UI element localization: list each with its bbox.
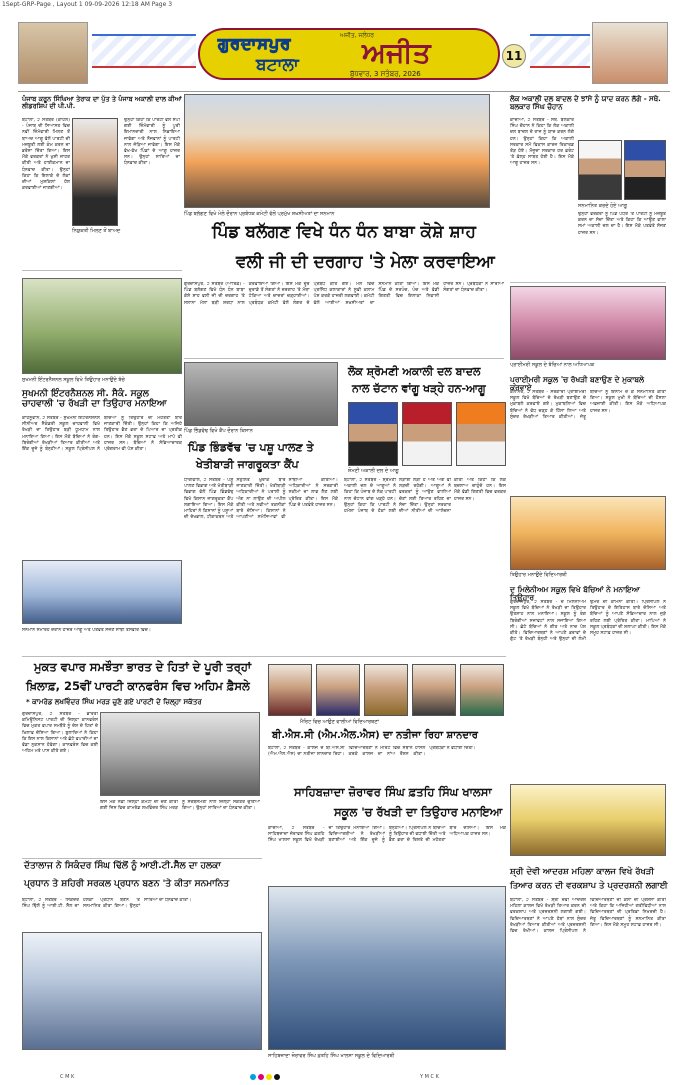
chauhan-portrait-1 (578, 140, 622, 200)
left-story2-headline: ਸੁਖਮਨੀ ਇੰਟਰਨੈਸ਼ਨਲ ਸੀ. ਸੈਕੰ. ਸਕੂਲ ਚਾਹਵਾਲੀ 'ਚ ਰੱਖੜੀ ਦਾ ਤਿਉਹਾਰ ਮਨਾਇਆ (22, 389, 167, 409)
story1-caption: ਨਿਯੁਕਤੀ ਮਿਲਣ ਤੋਂ ਬਾਅਦ (72, 228, 121, 234)
camp-headline-line2: ਖੇਤੀਬਾੜੀ ਜਾਗਰੂਕਤਾ ਕੈਂਪ (196, 458, 299, 471)
masthead-tagline: ਅਜੀਤ, ਜਲੰਧਰ (340, 32, 375, 39)
bottom-left-headline-line1: ਦੱਤਾਲਾਜ ਨੇ ਸਿਕੰਦਰ ਸਿੰਘ ਢਿੱਲੋਂ ਨੂੰ ਆਈ.ਟੀ.ਸੈੱਲ ਦਾ ਹਲਕਾ (24, 861, 221, 871)
bottom-right-headline-line1: ਸ਼੍ਰੀ ਦੇਵੀ ਆਦਰਸ਼ ਮਹਿਲਾ ਕਾਲਜ ਵਿਖੇ ਰੱਖੜੀ (510, 867, 655, 877)
school-headline-line2: ਸਕੂਲ 'ਚ ਰੱਖੜੀ ਦਾ ਤਿਉਹਾਰ ਮਨਾਇਆ (334, 805, 503, 819)
bottom-left-body: ਬਟਾਲਾ, ੨ ਸਤੰਬਰ - ਸਿਕੰਦਰ ਸਿੰਘ ਢਿੱਲੋਂ ਨੂੰ ਆਈ.ਟੀ. ਸੈੱਲ ਦਾ ਹਲਕਾ ਪ੍ਰਧਾਨ ਬਣਨ 'ਤੇ ਸਨਮਾਨਿਤ ਕੀਤਾ ਗਿਆ। ਉਨ੍ਹਾਂ ਸਾਰਿਆਂ ਦਾ ਧੰਨਵਾਦ ਕੀਤਾ। (22, 898, 192, 910)
city-name-top: ਗੁਰਦਾਸਪੁਰ (218, 34, 292, 53)
millennium-school-photo (510, 496, 666, 570)
issue-date: ਬੁੱਧਵਾਰ, 3 ਸਤੰਬਰ, 2026 (350, 70, 421, 78)
city-name-bottom: ਬਟਾਲਾ (256, 55, 299, 75)
divider (22, 858, 262, 859)
felicitation-ceremony-photo (22, 932, 262, 1050)
divider (22, 270, 182, 271)
mid-photo-caption: ਪਿੰਡ ਭਿੰਡਵੱਢ ਵਿਖੇ ਕੈਂਪ ਦੌਰਾਨ ਕਿਸਾਨ (184, 428, 253, 434)
conference-photo (100, 712, 260, 796)
results-headline: ਬੀ.ਐਸ.ਸੀ (ਐਮ.ਐਲ.ਐਸ) ਦਾ ਨਤੀਜਾ ਰਿਹਾ ਸ਼ਾਨਦਾਰ (272, 730, 479, 741)
left-story2-body: ਕਾਹਨੂੰਵਾਨ, ੨ ਸਤੰਬਰ - ਸੁਖਮਨੀ ਇੰਟਰਨੈਸ਼ਨਲ ਸੀਨੀਅਰ ਸੈਕੰਡਰੀ ਸਕੂਲ ਚਾਹਵਾਲੀ ਵਿਖੇ ਰੱਖੜੀ ਦਾ ਤਿਉਹਾਰ ਬੜੀ ਧੂਮਧਾਮ ਨਾਲ ਮਨਾਇਆ ਗਿਆ। ਇਸ ਮੌਕੇ ਬੱਚਿਆਂ ਨੇ ਰੰਗ-ਬਿਰੰਗੀਆਂ ਰੱਖੜੀਆਂ ਤਿਆਰ ਕੀਤੀਆਂ ਅਤੇ ਇੱਕ ਦੂਜੇ ਨੂੰ ਬੰਨ੍ਹੀਆਂ। ਸਕੂਲ ਪ੍ਰਿੰਸੀਪਲ ਨੇ ਬੱਚਿਆਂ ਨੂੰ ਤਿਉਹਾਰ ਦੀ ਮਹੱਤਤਾ ਬਾਰੇ ਜਾਣਕਾਰੀ ਦਿੱਤੀ। ਉਨ੍ਹਾਂ ਕਿਹਾ ਕਿ ਅਜਿਹੇ ਤਿਉਹਾਰ ਭੈਣ ਭਰਾ ਦੇ ਪਿਆਰ ਦਾ ਪ੍ਰਤੀਕ ਹਨ। ਇਸ ਮੌਕੇ ਸਕੂਲ ਸਟਾਫ਼ ਅਤੇ ਮਾਪੇ ਵੀ ਹਾਜ਼ਰ ਸਨ। ਬੱਚਿਆਂ ਨੇ ਸੱਭਿਆਚਾਰਕ ਪ੍ਰੋਗਰਾਮ ਵੀ ਪੇਸ਼ ਕੀਤਾ। (22, 416, 182, 453)
student-photo-3 (364, 664, 408, 716)
school-headline-line1: ਸਾਹਿਬਜ਼ਾਦਾ ਜ਼ੋਰਾਵਰ ਸਿੰਘ ਫ਼ਤਹਿ ਸਿੰਘ ਖਾਲਸਾ (294, 785, 492, 799)
right-mid2-caption: ਤਿਉਹਾਰ ਮਨਾਉਂਦੇ ਵਿਦਿਆਰਥੀ (510, 572, 567, 578)
cyan-swatch (250, 1074, 256, 1080)
student-photo-1 (268, 664, 312, 716)
camp-photo (184, 362, 338, 426)
rakhi-competition-photo (510, 286, 666, 360)
story1-body-col1: ਬਟਾਲਾ, ੨ ਸਤੰਬਰ (ਕਾਹਲੋਂ) - ਪੰਜਾਬ ਦੀ ਸਿਆਸਤ ਵਿਚ ਨਵੀਂ ਜ਼ਿੰਮੇਵਾਰੀ ਮਿਲਣ ਤੋਂ ਬਾਅਦ ਆਗੂ ਵੱਲੋਂ ਪਾਰਟੀ ਦੀ ਮਜ਼ਬੂਤੀ ਲਈ ਕੰਮ ਕਰਨ ਦਾ ਭਰੋਸਾ ਦਿੱਤਾ ਗਿਆ। ਇਸ ਮੌਕੇ ਵਰਕਰਾਂ ਨੇ ਖੁਸ਼ੀ ਜ਼ਾਹਰ ਕੀਤੀ ਅਤੇ ਹਾਈਕਮਾਨ ਦਾ ਧੰਨਵਾਦ ਕੀਤਾ। ਉਨ੍ਹਾਂ ਕਿਹਾ ਕਿ ਇਲਾਕੇ ਦੇ ਲੋਕਾਂ ਦੀਆਂ ਮੁਸ਼ਕਿਲਾਂ ਹੱਲ ਕਰਵਾਈਆਂ ਜਾਣਗੀਆਂ। (22, 118, 70, 192)
camp-story-body: ਧਾਰੀਵਾਲ, ੨ ਸਤੰਬਰ - ਪਸ਼ੂ ਪਾਲਣ ਵਿਭਾਗ ਅਤੇ ਖੇਤੀਬਾੜੀ ਵਿਭਾਗ ਵੱਲੋਂ ਪਿੰਡ ਭਿੰਡਵੱਢ ਵਿਖੇ ਕਿਸਾਨ ਜਾਗਰੂਕਤਾ ਕੈਂਪ ਲਗਾਇਆ ਗਿਆ। ਇਸ ਮੌਕੇ ਮਾਹਿਰਾਂ ਨੇ ਕਿਸਾਨਾਂ ਨੂੰ ਪਸ਼ੂਆਂ ਦੀ ਦੇਖਭਾਲ, ਟੀਕਾਕਰਨ ਅਤੇ ਸੰਤੁਲਿਤ ਖ਼ੁਰਾਕ ਬਾਰੇ ਜਾਣਕਾਰੀ ਦਿੱਤੀ। ਖੇਤੀਬਾੜੀ ਅਧਿਕਾਰੀਆਂ ਨੇ ਪਰਾਲੀ ਨੂੰ ਅੱਗ ਨਾ ਲਾਉਣ ਦੀ ਅਪੀਲ ਕੀਤੀ ਅਤੇ ਨਵੀਆਂ ਤਕਨੀਕਾਂ ਬਾਰੇ ਦੱਸਿਆ। ਕਿਸਾਨਾਂ ਨੇ ਆਪਣੀਆਂ ਸਮੱਸਿਆਵਾਂ ਵੀ ਸਾਂਝੀਆਂ ਕੀਤੀਆਂ। ਅਧਿਕਾਰੀਆਂ ਨੇ ਸਰਕਾਰੀ ਸਕੀਮਾਂ ਦਾ ਲਾਭ ਲੈਣ ਲਈ ਪ੍ਰੇਰਿਤ ਕੀਤਾ। ਇਸ ਮੌਕੇ ਪਿੰਡ ਦੇ ਪਤਵੰਤੇ ਹਾਜ਼ਰ ਸਨ। (184, 478, 338, 521)
trade-subhead: * ਕਾਮਰੇਡ ਲਖਵਿੰਦਰ ਸਿੰਘ ਮਰੜ ਚੁਣੇ ਗਏ ਪਾਰਟੀ ਦੇ ਜ਼ਿਲ੍ਹਾ ਸਕੱਤਰ (26, 698, 202, 706)
student-photo-4 (412, 664, 456, 716)
leader-portrait-3 (456, 402, 506, 466)
temple-illustration (18, 22, 88, 84)
akali-headline-line2: ਨਾਲ ਚੱਟਾਨ ਵਾਂਗੂ ਖੜ੍ਹੇ ਹਨ-ਆਗੂ (352, 382, 486, 395)
page-number: 11 (502, 44, 526, 68)
left-story2-caption: ਸੁਖਮਨੀ ਇੰਟਰਨੈਸ਼ਨਲ ਸਕੂਲ ਵਿਖੇ ਤਿਉਹਾਰ ਮਨਾਉਂਦੇ ਬੱਚੇ (22, 377, 125, 383)
right-mid2-headline: ਦ ਮਿਲੇਨੀਅਮ ਸਕੂਲ ਵਿਖੇ ਬੱਚਿਆਂ ਨੇ ਮਨਾਇਆ ਤਿਉਹਾਰ (510, 585, 640, 603)
divider (510, 282, 666, 283)
bottom-right-body: ਬਟਾਲਾ, ੨ ਸਤੰਬਰ - ਸ਼੍ਰੀ ਦੇਵੀ ਆਦਰਸ਼ ਮਹਿਲਾ ਕਾਲਜ ਵਿਖੇ ਰੱਖੜੀ ਤਿਆਰ ਕਰਨ ਦੀ ਵਰਕਸ਼ਾਪ ਅਤੇ ਪ੍ਰਦਰਸ਼ਨੀ ਲਗਾਈ ਗਈ। ਵਿਦਿਆਰਥਣਾਂ ਨੇ ਆਪਣੇ ਹੱਥਾਂ ਨਾਲ ਸੁੰਦਰ ਰੱਖੜੀਆਂ ਤਿਆਰ ਕੀਤੀਆਂ ਅਤੇ ਪ੍ਰਦਰਸ਼ਨੀ ਵਿਚ ਰੱਖੀਆਂ। ਕਾਲਜ ਪ੍ਰਿੰਸੀਪਲ ਨੇ ਵਿਦਿਆਰਥਣਾਂ ਦੀ ਕਲਾ ਦੀ ਪ੍ਰਸ਼ੰਸਾ ਕੀਤੀ ਅਤੇ ਕਿਹਾ ਕਿ ਅਜਿਹੀਆਂ ਗਤੀਵਿਧੀਆਂ ਨਾਲ ਵਿਦਿਆਰਥਣਾਂ ਦੀ ਪ੍ਰਤਿਭਾ ਨਿਖਰਦੀ ਹੈ। ਜੇਤੂ ਵਿਦਿਆਰਥਣਾਂ ਨੂੰ ਸਨਮਾਨਿਤ ਕੀਤਾ ਗਿਆ। ਇਸ ਮੌਕੇ ਸਮੂਹ ਸਟਾਫ਼ ਹਾਜ਼ਰ ਸੀ। (510, 898, 666, 935)
footer-color-marks-left: C M K (60, 1074, 75, 1080)
page-slug: 1Sept-GRP-Page , Layout 1 09-09-2026 12:18 AM Page 3 (2, 1, 173, 8)
story1-body-col2: ਉਨ੍ਹਾਂ ਕਿਹਾ ਕਿ ਪਾਰਟੀ ਵੱਲੋਂ ਸੌਂਪੀ ਗਈ ਜ਼ਿੰਮੇਵਾਰੀ ਨੂੰ ਪੂਰੀ ਇਮਾਨਦਾਰੀ ਨਾਲ ਨਿਭਾਇਆ ਜਾਵੇਗਾ ਅਤੇ ਨੌਜਵਾਨਾਂ ਨੂੰ ਪਾਰਟੀ ਨਾਲ ਜੋੜਿਆ ਜਾਵੇਗਾ। ਇਸ ਮੌਕੇ ਵੱਖ-ਵੱਖ ਪਿੰਡਾਂ ਦੇ ਆਗੂ ਹਾਜ਼ਰ ਸਨ। ਉਨ੍ਹਾਂ ਸਾਰਿਆਂ ਦਾ ਧੰਨਵਾਦ ਕੀਤਾ। (124, 118, 180, 167)
felicitation-caption-text: ਸਨਮਾਨ ਸਮਾਰੋਹ ਦੌਰਾਨ ਹਾਜ਼ਰ ਆਗੂ ਅਤੇ ਪਤਵੰਤੇ ਸੱਜਣ ਸਾਂਝੀ ਤਸਵੀਰ ਵਿਚ। (22, 628, 151, 633)
story1-portrait-photo (72, 118, 118, 226)
masthead-stripe-left (92, 34, 196, 68)
school-caption: ਸਾਹਿਬਜ਼ਾਦਾ ਜ਼ੋਰਾਵਰ ਸਿੰਘ ਫ਼ਤਹਿ ਸਿੰਘ ਖਾਲਸਾ ਸਕੂਲ ਦੇ ਵਿਦਿਆਰਥੀ (268, 1053, 395, 1059)
akali-story-body: ਬਟਾਲਾ, ੨ ਸਤੰਬਰ - ਸ਼੍ਰੋਮਣੀ ਅਕਾਲੀ ਦਲ ਦੇ ਆਗੂਆਂ ਨੇ ਕਿਹਾ ਕਿ ਪੰਜਾਬ ਦੇ ਲੋਕ ਪਾਰਟੀ ਨਾਲ ਚੱਟਾਨ ਵਾਂਗ ਖੜ੍ਹੇ ਹਨ। ਉਨ੍ਹਾਂ ਕਿਹਾ ਕਿ ਪਾਰਟੀ ਨੇ ਹਮੇਸ਼ਾ ਪੰਜਾਬ ਦੇ ਹੱਕਾਂ ਲਈ ਲੜਾਈ ਲੜੀ ਹੈ ਅਤੇ ਅੱਗੇ ਵੀ ਲੜਦੀ ਰਹੇਗੀ। ਆਗੂਆਂ ਨੇ ਵਰਕਰਾਂ ਨੂੰ ਆਉਣ ਵਾਲੀਆਂ ਚੋਣਾਂ ਲਈ ਤਿਆਰ ਰਹਿਣ ਦਾ ਸੱਦਾ ਦਿੱਤਾ। ਉਨ੍ਹਾਂ ਸਰਕਾਰ ਦੀਆਂ ਨੀਤੀਆਂ ਦੀ ਆਲੋਚਨਾ ਕੀਤੀ ਅਤੇ ਕਿਹਾ ਕਿ ਲੋਕ ਬਦਲਾਅ ਚਾਹੁੰਦੇ ਹਨ। ਇਸ ਮੌਕੇ ਵੱਡੀ ਗਿਣਤੀ ਵਿਚ ਵਰਕਰ ਹਾਜ਼ਰ ਸਨ। (344, 478, 506, 515)
right-top-body-col2: ਉਨ੍ਹਾਂ ਵਰਕਰਾਂ ਨੂੰ ਪਿੰਡ ਪੱਧਰ 'ਤੇ ਪਾਰਟੀ ਨੂੰ ਮਜ਼ਬੂਤ ਕਰਨ ਦਾ ਸੱਦਾ ਦਿੱਤਾ ਅਤੇ ਕਿਹਾ ਕਿ ਆਉਣ ਵਾਲਾ ਸਮਾਂ ਅਕਾਲੀ ਦਲ ਦਾ ਹੈ। ਇਸ ਮੌਕੇ ਪਤਵੰਤੇ ਸੱਜਣ ਹਾਜ਼ਰ ਸਨ। (578, 212, 666, 236)
right-top-headline: ਲੋਕ ਅਕਾਲੀ ਦਲ ਬਾਦਲ ਦੇ ਝਾਂਸੇ ਨੂੰ ਯਾਦ ਕਰਨ ਲੱਗੇ - ਸਥੇ. ਬਲਕਾਰ ਸਿੰਘ ਚੌਹਾਨ (510, 95, 661, 111)
lead-story-photo (184, 94, 490, 208)
lead-headline-line1: ਪਿੰਡ ਬਲੱਗਣ ਵਿਖੇ ਧੰਨ ਧੰਨ ਬਾਬਾ ਕੋਸ਼ੇ ਸ਼ਾਹ (212, 222, 476, 242)
school-story-body: ਕਾਦੀਆਂ, ੨ ਸਤੰਬਰ - ਸਾਹਿਬਜ਼ਾਦਾ ਜ਼ੋਰਾਵਰ ਸਿੰਘ ਫ਼ਤਹਿ ਸਿੰਘ ਖਾਲਸਾ ਸਕੂਲ ਵਿਖੇ ਰੱਖੜੀ ਦਾ ਤਿਉਹਾਰ ਮਨਾਇਆ ਗਿਆ। ਵਿਦਿਆਰਥੀਆਂ ਨੇ ਰੱਖੜੀਆਂ ਬਣਾਈਆਂ ਅਤੇ ਇੱਕ ਦੂਜੇ ਨੂੰ ਬੰਨ੍ਹੀਆਂ। ਪ੍ਰਿੰਸੀਪਲ ਨੇ ਬੱਚਿਆਂ ਨੂੰ ਤਿਉਹਾਰ ਦੀ ਵਧਾਈ ਦਿੱਤੀ ਅਤੇ ਭੈਣ ਭਰਾ ਦੇ ਰਿਸ਼ਤੇ ਦੀ ਮਹੱਤਤਾ ਬਾਰੇ ਦੱਸਿਆ। ਇਸ ਮੌਕੇ ਅਧਿਆਪਕ ਹਾਜ਼ਰ ਸਨ। (268, 826, 506, 844)
bottom-right-headline-line2: ਤਿਆਰ ਕਰਨ ਦੀ ਵਰਕਸ਼ਾਪ ਤੇ ਪ੍ਰਦਰਸ਼ਨੀ ਲਗਾਈ (510, 881, 668, 891)
results-body: ਬਟਾਲਾ, ੨ ਸਤੰਬਰ - ਕਾਲਜ ਦੇ ਬੀ.ਐਸ.ਸੀ (ਐਮ.ਐਲ.ਐਸ) ਦਾ ਨਤੀਜਾ ਸ਼ਾਨਦਾਰ ਰਿਹਾ। ਵਿਦਿਆਰਥਣਾਂ ਨੇ ਮੈਰਿਟ ਵਿਚ ਸਥਾਨ ਹਾਸਲ ਕਰਕੇ ਕਾਲਜ ਦਾ ਨਾਂਅ ਰੌਸ਼ਨ ਕੀਤਾ। ਪ੍ਰਬੰਧਕਾਂ ਨੇ ਵਧਾਈ ਦਿੱਤੀ। (268, 746, 476, 758)
lead-story-body: ਗੁਰਦਾਸਪੁਰ, ੨ ਸਤੰਬਰ (ਆਰਿਫ਼) - ਪਿੰਡ ਬਲੱਗਣ ਵਿਖੇ ਧੰਨ ਧੰਨ ਬਾਬਾ ਕੋਸ਼ੇ ਸ਼ਾਹ ਵਲੀ ਜੀ ਦੀ ਦਰਗਾਹ 'ਤੇ ਸਲਾਨਾ ਮੇਲਾ ਬੜੀ ਸ਼ਰਧਾ ਨਾਲ ਕਰਵਾਇਆ ਗਿਆ। ਇਸ ਮੌਕੇ ਦੂਰ ਦੁਰਾਡੇ ਤੋਂ ਸੰਗਤਾਂ ਨੇ ਦਰਗਾਹ 'ਤੇ ਮੱਥਾ ਟੇਕਿਆ ਅਤੇ ਚਾਦਰਾਂ ਚੜ੍ਹਾਈਆਂ। ਪ੍ਰਬੰਧਕ ਕਮੇਟੀ ਵੱਲੋਂ ਲੰਗਰ ਦੇ ਪ੍ਰਬੰਧ ਕੀਤੇ ਗਏ। ਮੇਲੇ ਵਿਚ ਪ੍ਰਸਿੱਧ ਕਲਾਕਾਰਾਂ ਨੇ ਸੂਫ਼ੀ ਕਲਾਮ ਪੇਸ਼ ਕਰਕੇ ਹਾਜ਼ਰੀ ਲਗਵਾਈ। ਕਮੇਟੀ ਵੱਲੋਂ ਆਈਆਂ ਸ਼ਖ਼ਸੀਅਤਾਂ ਦਾ ਸਨਮਾਨ ਕੀਤਾ ਗਿਆ। ਇਸ ਮੌਕੇ ਪਿੰਡ ਦੇ ਸਰਪੰਚ, ਪੰਚ ਅਤੇ ਵੱਡੀ ਗਿਣਤੀ ਵਿਚ ਇਲਾਕਾ ਨਿਵਾਸੀ ਹਾਜ਼ਰ ਸਨ। ਪ੍ਰਬੰਧਕਾਂ ਨੇ ਸਾਰੀਆਂ ਸੰਗਤਾਂ ਦਾ ਧੰਨਵਾਦ ਕੀਤਾ। (184, 282, 504, 306)
lead-photo-caption: ਪਿੰਡ ਬਲੱਗਣ ਵਿਖੇ ਮੇਲੇ ਦੌਰਾਨ ਪ੍ਰਬੰਧਕ ਕਮੇਟੀ ਵੱਲੋਂ ਪ੍ਰਮੁੱਖ ਸ਼ਖ਼ਸੀਅਤਾਂ ਦਾ ਸਨਮਾਨ (184, 211, 335, 217)
right-mid-headline: ਪ੍ਰਾਈਮਰੀ ਸਕੂਲ 'ਚ ਰੱਖੜੀ ਬਣਾਉਣ ਦੇ ਮੁਕਾਬਲੇ ਕਰਵਾਏ (510, 375, 645, 393)
right-mid-caption: ਪ੍ਰਾਈਮਰੀ ਸਕੂਲ ਦੇ ਬੱਚਿਆਂ ਨਾਲ ਅਧਿਆਪਕ (510, 362, 595, 368)
akali-headline-line1: ਲੋਕ ਸ਼੍ਰੋਮਣੀ ਅਕਾਲੀ ਦਲ ਬਾਦਲ (348, 365, 481, 378)
story1-headline: ਪੰਜਾਬ ਕਰੂਨ ਸਿੰਘਿਆ ਤੇਰਾਕ ਦਾ ਪੁੱਤ ਤੇ ਪੰਜਾਬ ਅਕਾਲੀ ਦਾਲ ਕੀਆਂ ਲੀਡਰਸ਼ਿਪ ਦੀ ਪੀ.ਪੀ. (22, 95, 182, 111)
footer-color-marks-center: Y M C K (420, 1074, 439, 1080)
right-mid2-body: ਗੁਰਦਾਸਪੁਰ, ੨ ਸਤੰਬਰ - ਦ ਮਿਲੇਨੀਅਮ ਸਕੂਲ ਵਿਖੇ ਬੱਚਿਆਂ ਨੇ ਰੱਖੜੀ ਦਾ ਤਿਉਹਾਰ ਉਤਸ਼ਾਹ ਨਾਲ ਮਨਾਇਆ। ਸਕੂਲ ਨੂੰ ਰੰਗ ਬਿਰੰਗੀਆਂ ਸਜਾਵਟਾਂ ਨਾਲ ਸਜਾਇਆ ਗਿਆ ਸੀ। ਛੋਟੇ ਬੱਚਿਆਂ ਨੇ ਗੀਤ ਅਤੇ ਨਾਚ ਪੇਸ਼ ਕੀਤੇ। ਵਿਦਿਆਰਥਣਾਂ ਨੇ ਆਪਣੇ ਭਰਾਵਾਂ ਦੇ ਗੁੱਟ 'ਤੇ ਰੱਖੜੀ ਬੰਨ੍ਹੀ ਅਤੇ ਉਨ੍ਹਾਂ ਦੀ ਲੰਮੀ ਉਮਰ ਦੀ ਕਾਮਨਾ ਕੀਤੀ। ਪ੍ਰਿੰਸੀਪਲ ਨੇ ਤਿਉਹਾਰ ਦੇ ਇਤਿਹਾਸ ਬਾਰੇ ਦੱਸਿਆ ਅਤੇ ਬੱਚਿਆਂ ਨੂੰ ਆਪਣੇ ਸੱਭਿਆਚਾਰ ਨਾਲ ਜੁੜੇ ਰਹਿਣ ਲਈ ਪ੍ਰੇਰਿਤ ਕੀਤਾ। ਮਾਪਿਆਂ ਨੇ ਸਕੂਲ ਪ੍ਰਬੰਧਕਾਂ ਦੀ ਸ਼ਲਾਘਾ ਕੀਤੀ। ਇਸ ਮੌਕੇ ਸਮੂਹ ਸਟਾਫ਼ ਹਾਜ਼ਰ ਸੀ। (510, 600, 666, 643)
yellow-swatch (266, 1074, 272, 1080)
felicitation-photo (22, 560, 182, 624)
black-swatch (274, 1074, 280, 1080)
masthead-stripe-right (530, 34, 590, 68)
camp-headline-line1: ਪਿੰਡ ਭਿੰਡਵੱਢ 'ਚ ਪਸ਼ੂ ਪਾਲਣ ਤੇ (188, 441, 314, 454)
bottom-left-headline-line2: ਪ੍ਰਧਾਨ ਤੇ ਸ਼ਹਿਰੀ ਸਰਕਲ ਪ੍ਰਧਾਨ ਬਣਨ 'ਤੇ ਕੀਤਾ ਸਨਮਾਨਿਤ (24, 879, 230, 889)
student-photo-5 (460, 664, 504, 716)
trade-headline-line2: ਖ਼ਿਲਾਫ਼, 25ਵੀਂ ਪਾਰਟੀ ਕਾਨਫਰੰਸ ਵਿਚ ਅਹਿਮ ਫ਼ੈਸਲੇ (26, 679, 250, 693)
right-mid-body: ਕਲਾਨੌਰ, ੨ ਸਤੰਬਰ - ਸਰਕਾਰੀ ਪ੍ਰਾਈਮਰੀ ਸਕੂਲ ਵਿਖੇ ਬੱਚਿਆਂ ਦੇ ਰੱਖੜੀ ਬਣਾਉਣ ਦੇ ਮੁਕਾਬਲੇ ਕਰਵਾਏ ਗਏ। ਮੁਕਾਬਲਿਆਂ ਵਿਚ ਬੱਚਿਆਂ ਨੇ ਵੱਧ ਚੜ੍ਹ ਕੇ ਹਿੱਸਾ ਲਿਆ ਅਤੇ ਸੁੰਦਰ ਰੱਖੜੀਆਂ ਤਿਆਰ ਕੀਤੀਆਂ। ਜੇਤੂ ਬੱਚਿਆਂ ਨੂੰ ਇਨਾਮ ਦੇ ਕੇ ਸਨਮਾਨਿਤ ਕੀਤਾ ਗਿਆ। ਸਕੂਲ ਮੁਖੀ ਨੇ ਬੱਚਿਆਂ ਦੀ ਹੌਸਲਾ ਅਫ਼ਜ਼ਾਈ ਕੀਤੀ। ਇਸ ਮੌਕੇ ਅਧਿਆਪਕ ਹਾਜ਼ਰ ਸਨ। (510, 390, 666, 420)
trade-headline-line1: ਮੁਕਤ ਵਪਾਰ ਸਮਝੌਤਾ ਭਾਰਤ ਦੇ ਹਿਤਾਂ ਦੇ ਪੂਰੀ ਤਰ੍ਹਾਂ (34, 660, 252, 674)
masthead (18, 16, 670, 92)
school-students-photo (268, 886, 506, 1050)
student-photo-2 (316, 664, 360, 716)
akali-caption: ਸ਼ੋਮਣੀ ਅਕਾਲੀ ਦਲ ਦੇ ਆਗੂ (348, 468, 399, 474)
building-illustration (592, 22, 668, 84)
chauhan-portrait-2 (624, 140, 666, 200)
school-festival-photo (22, 278, 182, 374)
masthead-banner (198, 28, 500, 80)
lead-headline-line2: ਵਲੀ ਜੀ ਦੀ ਦਰਗਾਹ 'ਤੇ ਮੇਲਾ ਕਰਵਾਇਆ (236, 252, 495, 272)
right-top-body-col1: ਕਾਦੀਆਂ, ੨ ਸਤੰਬਰ - ਸਥੇ. ਬਲਕਾਰ ਸਿੰਘ ਚੌਹਾਨ ਨੇ ਕਿਹਾ ਕਿ ਲੋਕ ਅਕਾਲੀ ਦਲ ਬਾਦਲ ਦੇ ਰਾਜ ਨੂੰ ਯਾਦ ਕਰਨ ਲੱਗੇ ਹਨ। ਉਨ੍ਹਾਂ ਕਿਹਾ ਕਿ ਅਕਾਲੀ ਸਰਕਾਰ ਸਮੇਂ ਵਿਕਾਸ ਕਾਰਜ ਰਿਕਾਰਡ ਤੋੜ ਹੋਏ। ਮੌਜੂਦਾ ਸਰਕਾਰ ਹਰ ਫ਼ਰੰਟ 'ਤੇ ਫ਼ੇਲ੍ਹ ਸਾਬਤ ਹੋਈ ਹੈ। ਇਸ ਮੌਕੇ ਆਗੂ ਹਾਜ਼ਰ ਸਨ। (510, 118, 574, 167)
magenta-swatch (258, 1074, 264, 1080)
divider (184, 358, 504, 359)
right-top-caption: ਸਨਮਾਨਿਤ ਕਰਦੇ ਹੋਏ ਆਗੂ (578, 203, 628, 209)
leader-portrait-2 (402, 402, 452, 466)
trade-body-col2: ਇਸ ਮੌਕੇ ਨਵੀਂ ਜ਼ਿਲ੍ਹਾ ਕਮੇਟੀ ਦੀ ਚੋਣ ਕੀਤੀ ਗਈ ਜਿਸ ਵਿਚ ਕਾਮਰੇਡ ਲਖਵਿੰਦਰ ਸਿੰਘ ਮਰੜ ਨੂੰ ਸਰਬਸੰਮਤੀ ਨਾਲ ਜ਼ਿਲ੍ਹਾ ਸਕੱਤਰ ਚੁਣਿਆ ਗਿਆ। ਉਨ੍ਹਾਂ ਸਾਰਿਆਂ ਦਾ ਧੰਨਵਾਦ ਕੀਤਾ। (100, 800, 260, 812)
trade-body-col1: ਗੁਰਦਾਸਪੁਰ, ੨ ਸਤੰਬਰ - ਭਾਰਤੀ ਕਮਿਊਨਿਸਟ ਪਾਰਟੀ ਦੀ ਜ਼ਿਲ੍ਹਾ ਕਾਨਫਰੰਸ ਵਿਚ ਮੁਕਤ ਵਪਾਰ ਸਮਝੌਤੇ ਨੂੰ ਦੇਸ਼ ਦੇ ਹਿਤਾਂ ਦੇ ਖ਼ਿਲਾਫ਼ ਦੱਸਿਆ ਗਿਆ। ਬੁਲਾਰਿਆਂ ਨੇ ਕਿਹਾ ਕਿ ਇਸ ਨਾਲ ਕਿਸਾਨਾਂ ਅਤੇ ਛੋਟੇ ਵਪਾਰੀਆਂ ਦਾ ਵੱਡਾ ਨੁਕਸਾਨ ਹੋਵੇਗਾ। ਕਾਨਫਰੰਸ ਵਿਚ ਕਈ ਅਹਿਮ ਮਤੇ ਪਾਸ ਕੀਤੇ ਗਏ। (22, 712, 98, 755)
results-caption: ਮੈਰਿਟ ਵਿਚ ਆਉਣ ਵਾਲੀਆਂ ਵਿਦਿਆਰਥਣਾਂ (300, 719, 379, 725)
divider (22, 656, 506, 657)
leader-portrait-1 (348, 402, 398, 466)
college-workshop-photo (510, 784, 666, 856)
paper-name: ਅਜੀਤ (362, 36, 431, 69)
